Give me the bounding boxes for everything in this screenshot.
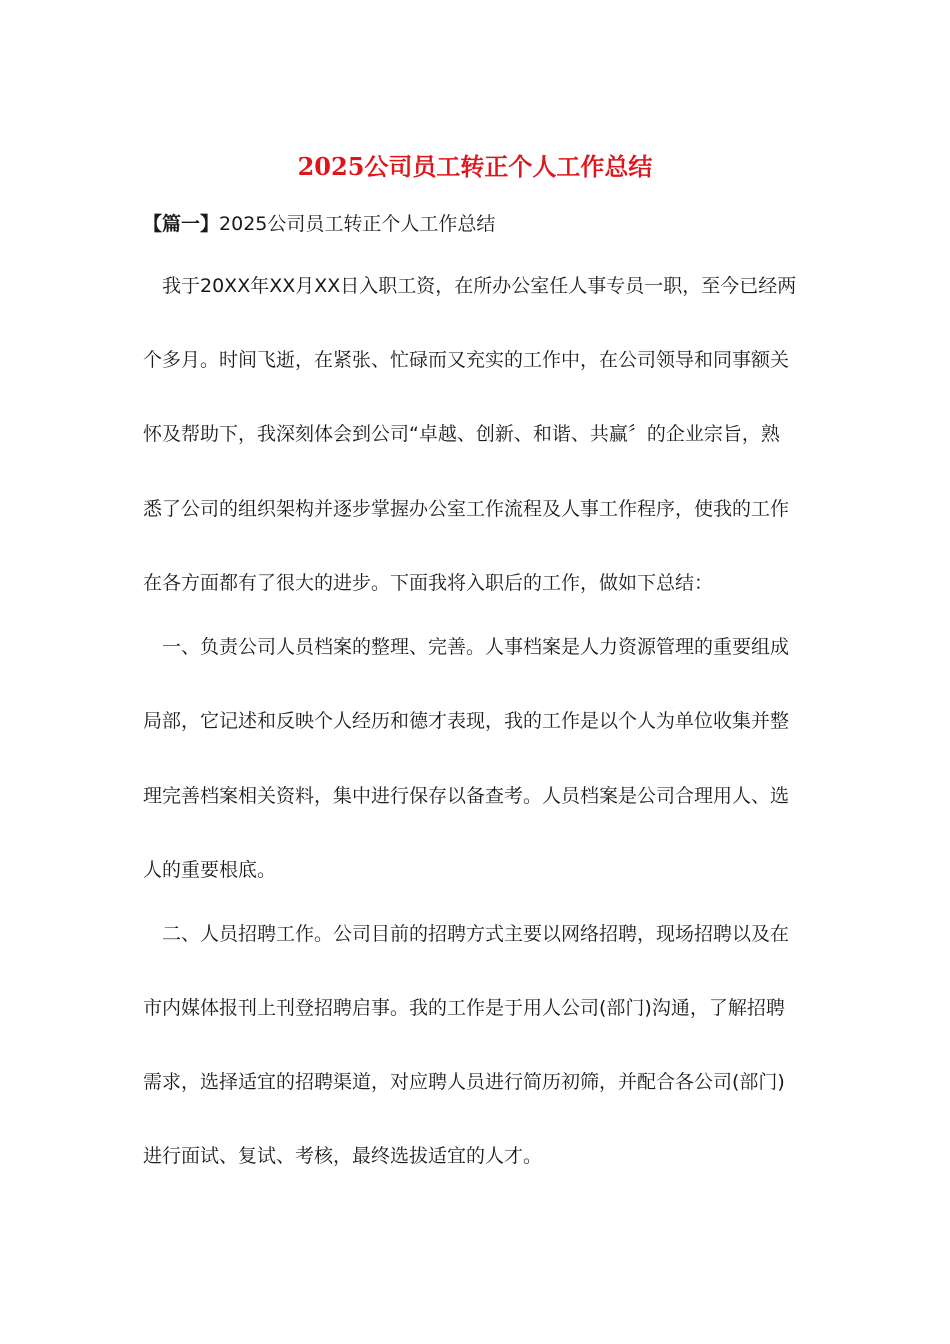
body-line: 我于20XX年XX月XX日入职工资，在所办公室任人事专员一职，至今已经两 xyxy=(143,275,797,297)
body-line: 进行面试、复试、考核，最终选拔适宜的人才。 xyxy=(143,1145,543,1167)
body-line: 怀及帮助下，我深刻体会到公司“卓越、创新、和谐、共赢〞的企业宗旨，熟 xyxy=(143,423,780,445)
section-heading xyxy=(143,210,495,238)
body-line: 市内媒体报刊上刊登招聘启事。我的工作是于用人公司(部门)沟通，了解招聘 xyxy=(143,997,785,1019)
document-title: 2025公司员工转正个人工作总结 xyxy=(297,152,653,181)
body-line: 需求，选择适宜的招聘渠道，对应聘人员进行简历初筛，并配合各公司(部门) xyxy=(143,1071,785,1093)
body-line: 理完善档案相关资料，集中进行保存以备查考。人员档案是公司合理用人、选 xyxy=(143,785,790,807)
body-line: 悉了公司的组织架构并逐步掌握办公室工作流程及人事工作程序，使我的工作 xyxy=(143,498,790,520)
body-line: 个多月。时间飞逝，在紧张、忙碌而又充实的工作中，在公司领导和同事额关 xyxy=(143,349,790,371)
body-line: 在各方面都有了很大的进步。下面我将入职后的工作，做如下总结： xyxy=(143,572,714,594)
body-line: 二、人员招聘工作。公司目前的招聘方式主要以网络招聘，现场招聘以及在 xyxy=(143,923,790,945)
section-label: 【篇一】 xyxy=(143,213,220,235)
body-line: 局部，它记述和反映个人经历和德才表现，我的工作是以个人为单位收集并整 xyxy=(143,710,790,732)
body-line: 一、负责公司人员档案的整理、完善。人事档案是人力资源管理的重要组成 xyxy=(143,636,790,658)
section-title: 2025公司员工转正个人工作总结 xyxy=(219,213,496,235)
body-line: 人的重要根底。 xyxy=(143,859,277,881)
